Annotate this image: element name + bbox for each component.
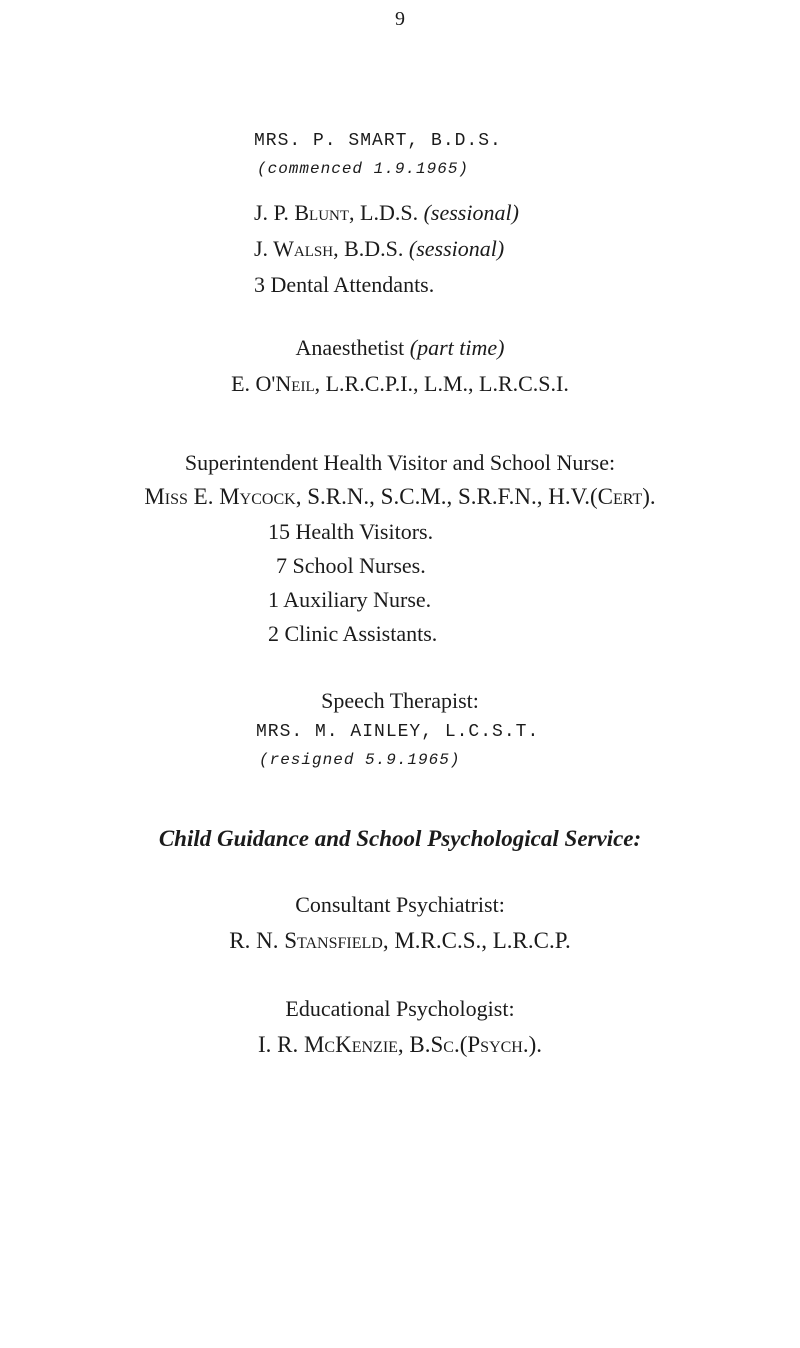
- speech-therapist-heading: Speech Therapist:: [321, 688, 479, 713]
- school-nurses-count: 7 School Nurses.: [276, 553, 426, 578]
- psychiatrist-name: R. N. Stansfield, M.R.C.S., L.R.C.P.: [229, 928, 571, 953]
- psychologist-heading: Educational Psychologist:: [285, 996, 515, 1021]
- blunt-role: (sessional): [423, 200, 519, 225]
- psychiatrist-heading: Consultant Psychiatrist:: [295, 892, 505, 917]
- blunt-name: J. P. Blunt, L.D.S.: [254, 200, 419, 225]
- dental-officer-blunt: [254, 200, 519, 226]
- dental-attendants: 3 Dental Attendants.: [254, 272, 435, 297]
- walsh-name: J. Walsh, B.D.S.: [254, 236, 404, 261]
- dental-officer-smart-note: (commenced 1.9.1965): [257, 160, 470, 178]
- health-visitors-count: 15 Health Visitors.: [268, 519, 434, 544]
- dental-officer-walsh: [254, 236, 504, 262]
- dental-officer-smart: MRS. P. SMART, B.D.S.: [254, 131, 502, 151]
- superintendent-heading: Superintendent Health Visitor and School Nurse:: [184, 450, 616, 475]
- anaesthetist-heading: [0, 335, 800, 361]
- clinic-assistants-count: 2 Clinic Assistants.: [268, 621, 438, 646]
- speech-therapist-name: MRS. M. AINLEY, L.C.S.T.: [256, 722, 540, 742]
- anaesthetist-note: (part time): [409, 335, 505, 360]
- psychologist-name: I. R. McKenzie, B.Sc.(Psych.).: [257, 1032, 543, 1057]
- child-guidance-heading: Child Guidance and School Psychological Service:: [158, 826, 642, 851]
- anaesthetist-name: E. O'Neil, L.R.C.P.I., L.M., L.R.C.S.I.: [231, 371, 569, 396]
- anaesthetist-label: Anaesthetist: [295, 335, 405, 360]
- page-number: 9: [395, 8, 405, 30]
- auxiliary-nurse-count: 1 Auxiliary Nurse.: [268, 587, 432, 612]
- walsh-role: (sessional): [408, 236, 505, 261]
- speech-therapist-note: (resigned 5.9.1965): [259, 751, 461, 769]
- superintendent-name: Miss E. Mycock, S.R.N., S.C.M., S.R.F.N., H.V.(Cert).: [144, 484, 656, 509]
